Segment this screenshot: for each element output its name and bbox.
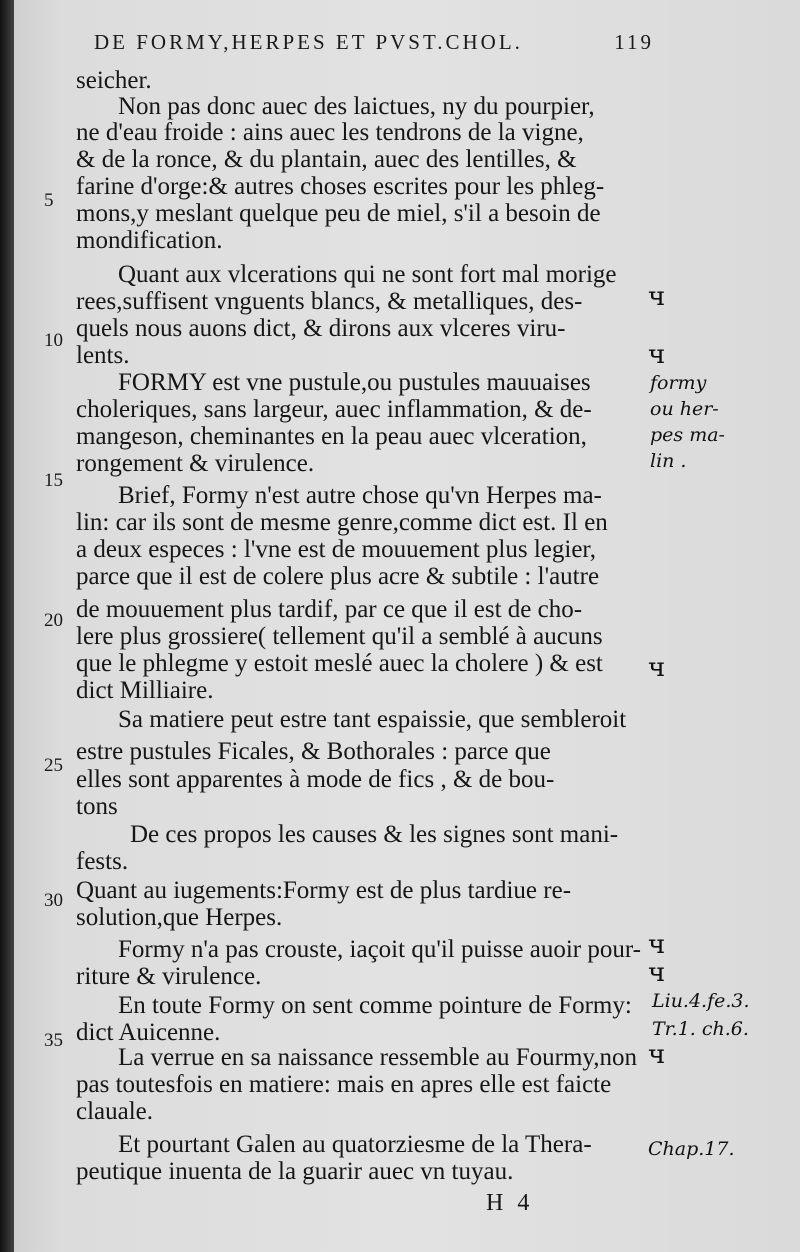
text-line: clauale. [76, 1098, 154, 1125]
text-line: a deux especes : l'vne est de mouuement plus legier, [76, 536, 597, 563]
signature-mark: H 4 [486, 1190, 534, 1216]
margin-reference: Chap.17. [648, 1138, 735, 1160]
text-line: Sa matiere peut estre tant espaissie, que sembleroit [118, 706, 627, 733]
text-line: quels nous auons dict, & dirons aux vlceres viru- [76, 315, 566, 342]
margin-mark: ч [648, 1040, 666, 1070]
running-title: DE FORMY,HERPES ET PVST.CHOL. [94, 30, 523, 54]
margin-reference: Liu.4.fe.3. [652, 990, 750, 1012]
text-line: tons [76, 793, 118, 820]
text-line: que le phlegme y estoit meslé auec la cholere ) & est [76, 650, 603, 677]
text-line: ne d'eau froide : ains auec les tendrons de la vigne, [76, 119, 584, 146]
text-line: rees,suffisent vnguents blancs, & metalliques, des- [76, 288, 583, 315]
running-header [94, 30, 654, 55]
text-line: La verrue en sa naissance ressemble au Fourmy,non [118, 1044, 638, 1071]
text-line: Quant aux vlcerations qui ne sont fort mal morige [118, 261, 617, 288]
text-line: dict Milliaire. [76, 677, 214, 704]
handwritten-note: pes ma- [650, 424, 725, 446]
text-line: pas toutesfois en matiere: mais en apres elle est faicte [76, 1071, 612, 1098]
line-number: 35 [44, 1030, 63, 1051]
text-line: rongement & virulence. [76, 450, 315, 477]
handwritten-note: lin . [650, 450, 687, 472]
text-line: estre pustules Ficales, & Bothorales : parce que [76, 738, 551, 765]
margin-mark: ч [648, 340, 666, 370]
text-line: mons,y meslant quelque peu de miel, s'il a besoin de [76, 200, 601, 227]
text-line: & de la ronce, & du plantain, auec des lentilles, & [76, 146, 577, 173]
text-line: elles sont apparentes à mode de fics , & de bou- [76, 766, 555, 793]
margin-mark: ч [648, 282, 666, 312]
line-number: 5 [44, 190, 54, 211]
text-line: lents. [76, 342, 130, 369]
text-line: riture & virulence. [76, 963, 262, 990]
page-gutter-shadow [0, 0, 14, 1252]
text-line: seicher. [76, 67, 152, 94]
text-line: Formy n'a pas crouste, iaçoit qu'il puisse auoir pour- [118, 936, 641, 963]
text-line: dict Auicenne. [76, 1019, 221, 1046]
text-line: Quant au iugements:Formy est de plus tardiue re- [76, 877, 572, 904]
line-number: 30 [44, 890, 63, 911]
line-number: 10 [44, 330, 63, 351]
line-number: 25 [44, 755, 63, 776]
text-line: FORMY est vne pustule,ou pustules mauuaises [118, 369, 591, 396]
margin-mark: ч [648, 958, 666, 988]
margin-mark: ч [648, 653, 666, 683]
text-line: farine d'orge:& autres choses escrites pour les phleg- [76, 173, 605, 200]
text-line: mondification. [76, 227, 223, 254]
text-line: solution,que Herpes. [76, 904, 283, 931]
text-line: choleriques, sans largeur, auec inflammation, & de- [76, 396, 592, 423]
text-line: peutique inuenta de la guarir auec vn tuyau. [76, 1158, 514, 1185]
line-number: 20 [44, 610, 63, 631]
text-line: De ces propos les causes & les signes sont mani- [130, 821, 619, 848]
margin-reference: Tr.1. ch.6. [652, 1018, 749, 1040]
text-line: mangeson, cheminantes en la peau auec vlceration, [76, 423, 587, 450]
text-line: lin: car ils sont de mesme genre,comme dict est. Il en [76, 509, 608, 536]
text-line: Brief, Formy n'est autre chose qu'vn Herpes ma- [118, 482, 602, 509]
text-line: Et pourtant Galen au quatorziesme de la Thera- [118, 1131, 592, 1158]
text-line: lere plus grossiere( tellement qu'il a semblé à aucuns [76, 623, 603, 650]
handwritten-note: ou her- [650, 398, 719, 420]
line-number: 15 [44, 470, 63, 491]
text-line: fests. [76, 848, 129, 875]
text-line: de mouuement plus tardif, par ce que il est de cho- [76, 596, 583, 623]
text-line: En toute Formy on sent comme pointure de Formy: [118, 992, 632, 1019]
text-line: Non pas donc auec des laictues, ny du pourpier, [118, 93, 595, 120]
margin-mark: ч [648, 930, 666, 960]
handwritten-note: formy [650, 372, 707, 394]
text-line: parce que il est de colere plus acre & subtile : l'autre [76, 563, 600, 590]
page-number: 119 [614, 30, 654, 54]
